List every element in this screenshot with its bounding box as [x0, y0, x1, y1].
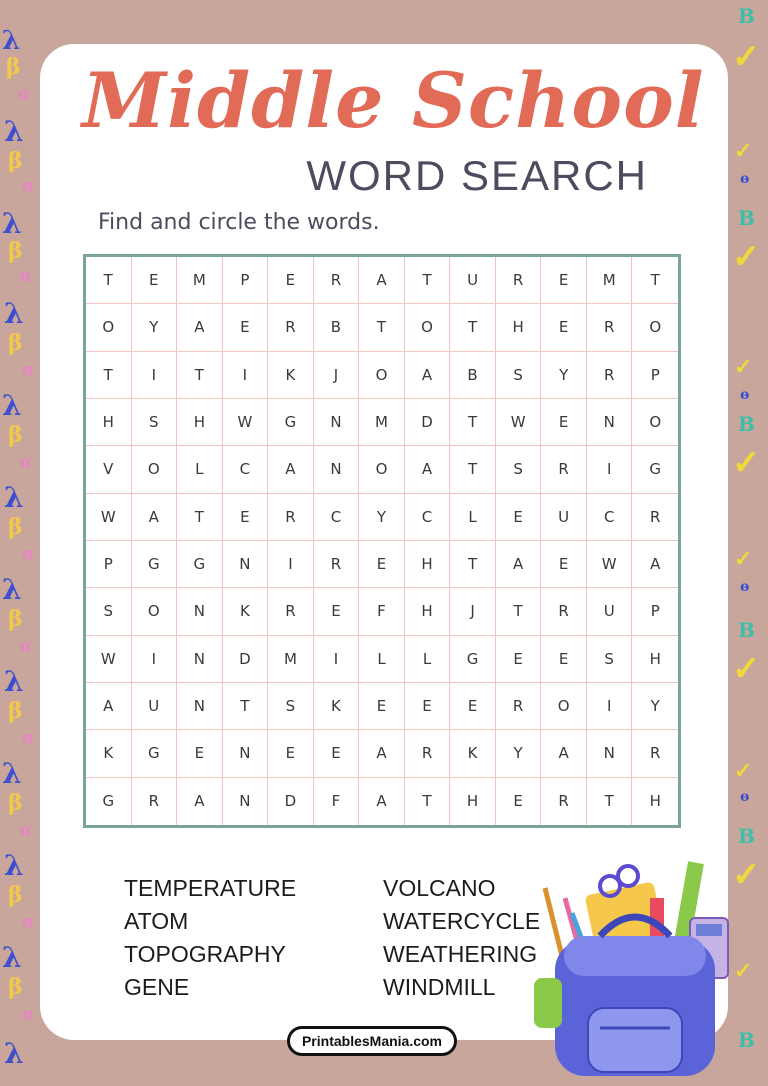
grid-cell[interactable]: A [359, 730, 405, 777]
checkmark-icon: ✓ [732, 649, 761, 689]
grid-cell[interactable]: T [450, 541, 496, 588]
grid-cell[interactable]: S [86, 588, 132, 635]
letter-b-icon: β [8, 882, 23, 908]
grid-cell[interactable]: K [86, 730, 132, 777]
grid-cell[interactable]: N [314, 399, 360, 446]
word-list-item: GENE [124, 974, 190, 1000]
grid-cell[interactable]: O [86, 304, 132, 351]
word-list-item: TEMPERATURE [124, 875, 297, 901]
grid-cell[interactable]: D [268, 778, 314, 825]
letter-b-icon: ɑ [20, 266, 32, 285]
grid-cell[interactable]: S [496, 352, 542, 399]
grid-cell[interactable]: G [86, 778, 132, 825]
grid-cell[interactable]: R [587, 352, 633, 399]
grid-cell[interactable]: A [268, 446, 314, 493]
grid-cell[interactable]: L [450, 494, 496, 541]
letter-b-icon: ɑ [22, 728, 34, 747]
grid-cell[interactable]: T [405, 257, 451, 304]
grid-cell[interactable]: W [86, 494, 132, 541]
grid-cell[interactable]: L [405, 636, 451, 683]
word-list-right [383, 872, 540, 1004]
grid-cell[interactable]: Y [359, 494, 405, 541]
word-list-item: WATERCYCLE [383, 908, 541, 934]
word-list-item: WINDMILL [383, 974, 496, 1000]
lambda-icon: λ [4, 297, 24, 330]
grid-cell[interactable]: N [223, 541, 269, 588]
grid-cell[interactable]: R [132, 778, 178, 825]
grid-cell[interactable]: W [86, 636, 132, 683]
grid-cell[interactable]: K [268, 352, 314, 399]
grid-cell[interactable]: S [268, 683, 314, 730]
letter-b-icon: B [738, 206, 755, 230]
grid-cell[interactable]: E [132, 257, 178, 304]
grid-cell[interactable]: R [314, 541, 360, 588]
brand-badge[interactable]: PrintablesMania.com [287, 1026, 457, 1056]
grid-cell[interactable]: R [632, 494, 678, 541]
letter-b-icon: β [8, 790, 23, 816]
grid-cell[interactable]: O [405, 304, 451, 351]
word-list-item: WEATHERING [383, 941, 538, 967]
grid-cell[interactable]: N [223, 730, 269, 777]
grid-cell[interactable]: J [450, 588, 496, 635]
grid-cell[interactable]: H [496, 304, 542, 351]
grid-cell[interactable]: G [450, 636, 496, 683]
grid-cell[interactable]: H [405, 541, 451, 588]
grid-cell[interactable]: R [541, 778, 587, 825]
lambda-icon: λ [2, 207, 22, 240]
grid-cell[interactable]: Y [132, 304, 178, 351]
grid-cell[interactable]: I [268, 541, 314, 588]
grid-cell[interactable]: E [268, 257, 314, 304]
grid-cell[interactable]: U [450, 257, 496, 304]
lambda-icon: λ [4, 849, 24, 882]
grid-cell[interactable]: D [405, 399, 451, 446]
grid-cell[interactable]: T [177, 352, 223, 399]
grid-cell[interactable]: A [86, 683, 132, 730]
lambda-icon: λ [2, 389, 22, 422]
word-list-left [124, 872, 296, 1004]
grid-cell[interactable]: E [541, 257, 587, 304]
grid-cell[interactable]: E [541, 399, 587, 446]
letter-b-icon: β [8, 974, 23, 1000]
letter-b-icon: β [8, 238, 23, 264]
lambda-icon: λ [2, 757, 22, 790]
grid-cell[interactable]: R [496, 683, 542, 730]
grid-cell[interactable]: R [268, 494, 314, 541]
grid-cell[interactable]: K [450, 730, 496, 777]
grid-cell[interactable]: N [223, 778, 269, 825]
grid-cell[interactable]: A [496, 541, 542, 588]
lambda-icon: λ [2, 941, 22, 974]
grid-cell[interactable]: R [405, 730, 451, 777]
grid-cell[interactable]: I [314, 636, 360, 683]
grid-cell[interactable]: I [132, 352, 178, 399]
grid-cell[interactable]: E [314, 588, 360, 635]
letter-b-icon: β [8, 330, 23, 356]
grid-cell[interactable]: H [405, 588, 451, 635]
letter-b-icon: B [738, 1028, 755, 1052]
grid-cell[interactable]: A [177, 304, 223, 351]
grid-cell[interactable]: R [496, 257, 542, 304]
letter-b-icon: ɑ [20, 452, 32, 471]
grid-cell[interactable]: T [587, 778, 633, 825]
grid-cell[interactable]: S [132, 399, 178, 446]
grid-cell[interactable]: E [177, 730, 223, 777]
letter-b-icon: β [6, 54, 21, 80]
grid-cell[interactable]: R [314, 257, 360, 304]
grid-cell[interactable]: E [405, 683, 451, 730]
grid-cell[interactable]: P [632, 588, 678, 635]
grid-cell[interactable]: P [86, 541, 132, 588]
grid-cell[interactable]: H [86, 399, 132, 446]
grid-cell[interactable]: A [541, 730, 587, 777]
grid-cell[interactable]: T [405, 778, 451, 825]
grid-cell[interactable]: H [649, 792, 661, 811]
grid-cell[interactable]: N [177, 588, 223, 635]
grid-cell[interactable]: E [541, 541, 587, 588]
letter-b-icon: β [8, 606, 23, 632]
page-subtitle: WORD SEARCH [306, 152, 648, 199]
grid-cell[interactable]: G [632, 446, 678, 493]
grid-cell[interactable]: I [587, 446, 633, 493]
letter-b-icon: ɑ [22, 912, 34, 931]
grid-cell[interactable]: S [587, 636, 633, 683]
grid-cell[interactable]: E [223, 494, 269, 541]
lambda-icon: λ [2, 573, 22, 606]
grid-cell[interactable]: R [268, 304, 314, 351]
letter-b-icon: ɵ [740, 789, 750, 805]
word-search-grid [83, 254, 681, 828]
grid-cell[interactable]: R [541, 588, 587, 635]
word-list-item: VOLCANO [383, 875, 496, 901]
grid-cell[interactable]: T [450, 304, 496, 351]
grid-cell[interactable]: W [496, 399, 542, 446]
grid-cell[interactable]: A [359, 257, 405, 304]
grid-cell[interactable]: I [132, 636, 178, 683]
grid-cell[interactable]: O [632, 399, 678, 446]
grid-cell[interactable]: G [177, 541, 223, 588]
grid-cell[interactable]: M [268, 636, 314, 683]
grid-cell[interactable]: A [359, 778, 405, 825]
grid-cell[interactable]: Y [632, 683, 678, 730]
letter-b-icon: β [8, 514, 23, 540]
lambda-icon: λ [2, 26, 21, 56]
grid-cell[interactable]: G [268, 399, 314, 446]
grid-cell[interactable]: U [541, 494, 587, 541]
letter-b-icon: β [8, 422, 23, 448]
lambda-icon: λ [4, 115, 24, 148]
grid-cell[interactable]: I [223, 352, 269, 399]
letter-b-icon: ɑ [22, 1004, 34, 1023]
grid-cell[interactable]: G [132, 541, 178, 588]
grid-cell[interactable]: O [632, 304, 678, 351]
grid-cell[interactable]: K [314, 683, 360, 730]
grid-cell[interactable]: E [223, 304, 269, 351]
grid-cell[interactable]: O [132, 446, 178, 493]
letter-b-icon: β [8, 148, 23, 174]
grid-cell[interactable]: A [405, 446, 451, 493]
instructions: Find and circle the words. [98, 210, 380, 235]
grid-cell[interactable]: M [359, 399, 405, 446]
letter-b-icon: ɵ [740, 579, 750, 595]
grid-cell[interactable]: O [132, 588, 178, 635]
grid-cell[interactable]: A [177, 778, 223, 825]
grid-cell[interactable]: C [223, 446, 269, 493]
letter-b-icon: B [738, 618, 755, 642]
letter-b-icon: ɑ [20, 820, 32, 839]
grid-cell[interactable]: N [587, 730, 633, 777]
grid-cell[interactable]: T [86, 352, 132, 399]
checkmark-icon: ✓ [732, 237, 761, 277]
letter-b-icon: β [8, 698, 23, 724]
grid-cell[interactable]: W [223, 399, 269, 446]
grid-cell[interactable]: N [587, 399, 633, 446]
grid-cell[interactable]: Y [541, 352, 587, 399]
checkmark-icon: ✓ [732, 443, 761, 483]
grid-cell[interactable]: T [177, 494, 223, 541]
grid-cell[interactable]: U [587, 588, 633, 635]
grid-cell[interactable]: N [177, 636, 223, 683]
grid-cell[interactable]: E [496, 494, 542, 541]
grid-cell[interactable]: E [359, 683, 405, 730]
checkmark-icon: ✓ [734, 138, 753, 164]
grid-cell[interactable]: H [632, 636, 678, 683]
letter-b-icon: ɑ [22, 544, 34, 563]
grid-cell[interactable]: A [132, 494, 178, 541]
grid-cell[interactable]: R [541, 446, 587, 493]
grid-cell[interactable]: V [86, 446, 132, 493]
grid-cell[interactable]: O [359, 446, 405, 493]
grid-cell[interactable]: I [587, 683, 633, 730]
grid-cell[interactable]: P [632, 352, 678, 399]
grid-cell[interactable]: A [405, 352, 451, 399]
grid-cell[interactable]: J [314, 352, 360, 399]
checkmark-icon: ✓ [734, 958, 753, 984]
grid-cell[interactable]: H [450, 778, 496, 825]
checkmark-icon: ✓ [734, 546, 753, 572]
lambda-icon: λ [4, 481, 24, 514]
lambda-icon: λ [4, 1037, 24, 1070]
grid-cell[interactable]: G [132, 730, 178, 777]
grid-cell[interactable]: L [177, 446, 223, 493]
grid-cell[interactable]: R [632, 730, 678, 777]
grid-cell[interactable]: O [541, 683, 587, 730]
word-list-item: ATOM [124, 908, 189, 934]
grid-cell[interactable]: R [587, 304, 633, 351]
letter-b-icon: ɑ [18, 84, 30, 103]
grid-cell[interactable]: H [177, 399, 223, 446]
grid-cell[interactable]: T [86, 257, 132, 304]
grid-cell[interactable]: R [268, 588, 314, 635]
grid-cell[interactable]: M [587, 257, 633, 304]
checkmark-icon: ✓ [734, 758, 753, 784]
grid-cell[interactable]: F [314, 778, 360, 825]
grid-cell[interactable]: C [587, 494, 633, 541]
checkmark-icon: ✓ [732, 855, 761, 895]
grid-cell[interactable]: E [314, 730, 360, 777]
page-title: Middle School [82, 56, 705, 145]
checkmark-icon: ✓ [732, 37, 761, 77]
grid-cell[interactable]: B [450, 352, 496, 399]
letter-b-icon: ɑ [22, 176, 34, 195]
grid-cell[interactable]: P [223, 257, 269, 304]
letter-b-icon: ɵ [740, 171, 750, 187]
grid-cell[interactable]: E [496, 778, 542, 825]
grid-cell[interactable]: N [177, 683, 223, 730]
letter-b-icon: B [738, 824, 755, 848]
grid-cell[interactable]: W [587, 541, 633, 588]
grid-cell[interactable]: S [496, 446, 542, 493]
grid-cell[interactable]: C [405, 494, 451, 541]
grid-cell[interactable]: K [223, 588, 269, 635]
grid-cell[interactable]: N [314, 446, 360, 493]
grid-cell[interactable]: E [541, 304, 587, 351]
grid-cell[interactable]: M [177, 257, 223, 304]
grid-cell[interactable]: Y [496, 730, 542, 777]
grid-cell[interactable]: E [268, 730, 314, 777]
letter-b-icon: B [738, 4, 755, 28]
letter-b-icon: ɵ [740, 387, 750, 403]
grid-cell[interactable]: A [632, 541, 678, 588]
letter-b-icon: B [738, 412, 755, 436]
grid-cell[interactable]: T [632, 257, 678, 304]
grid-cell[interactable]: T [359, 304, 405, 351]
letter-b-icon: ɑ [20, 636, 32, 655]
lambda-icon: λ [4, 665, 24, 698]
grid-cell[interactable]: B [314, 304, 360, 351]
grid-cell[interactable]: E [359, 541, 405, 588]
grid-cell[interactable]: T [450, 446, 496, 493]
backpack-icon [530, 858, 730, 1080]
grid-cell[interactable]: E [450, 683, 496, 730]
grid-cell[interactable]: T [223, 683, 269, 730]
grid-cell[interactable]: E [496, 636, 542, 683]
word-list-item: TOPOGRAPHY [124, 941, 286, 967]
checkmark-icon: ✓ [734, 354, 753, 380]
grid-cell[interactable]: D [223, 636, 269, 683]
grid-cell[interactable]: T [496, 588, 542, 635]
letter-b-icon: ɑ [22, 360, 34, 379]
grid-cell[interactable]: U [132, 683, 178, 730]
grid-cell[interactable]: T [450, 399, 496, 446]
grid-cell[interactable]: L [359, 636, 405, 683]
grid-cell[interactable]: F [359, 588, 405, 635]
grid-cell[interactable]: E [541, 636, 587, 683]
grid-cell[interactable]: C [314, 494, 360, 541]
grid-cell[interactable]: O [359, 352, 405, 399]
